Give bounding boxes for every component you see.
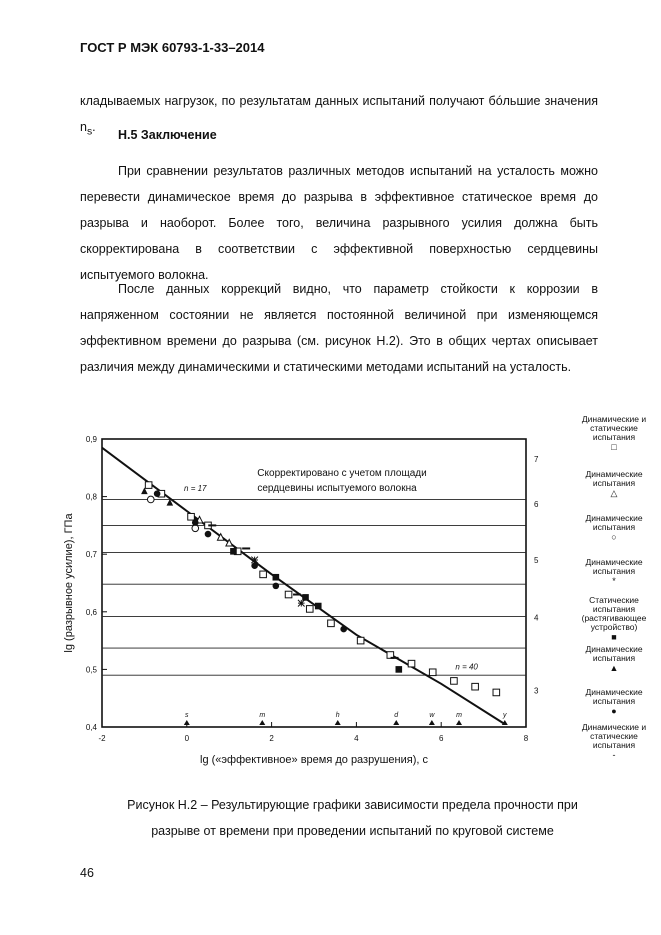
legend-label-1: Динамические испытания (585, 469, 643, 488)
point-s0-13 (451, 678, 458, 685)
legend-symbol-3: * (612, 576, 616, 586)
point-s0-6 (285, 591, 292, 598)
time-marker-label-0: s (185, 712, 189, 719)
right-tick-label-0: 3 (534, 686, 539, 696)
document-header: ГОСТ Р МЭК 60793-1-33–2014 (80, 40, 265, 55)
time-marker-triangle-3 (393, 720, 399, 725)
point-s6-2 (205, 531, 212, 538)
point-s0-7 (306, 606, 313, 613)
legend-label-4: Статические испытания (растягивающее устройство) (581, 595, 647, 632)
x-tick-label-0: -2 (98, 734, 106, 743)
right-tick-label-4: 7 (534, 455, 539, 465)
point-s0-0 (145, 482, 152, 489)
annotation-line-2: сердцевины испытуемого волокна (257, 483, 417, 494)
point-s0-9 (357, 637, 364, 644)
time-marker-triangle-1 (259, 720, 265, 725)
time-marker-label-4: w (429, 712, 435, 719)
y-tick-label-0: 0,4 (85, 723, 97, 732)
caption-line-1: Рисунок Н.2 – Результирующие графики зависимости предела прочности при (127, 798, 578, 812)
point-s6-3 (251, 562, 258, 569)
legend-item-7 (570, 723, 658, 760)
point-s4-3 (315, 603, 322, 610)
point-s2-0 (147, 496, 154, 503)
y-tick-label-3: 0,7 (85, 550, 97, 560)
point-s0-8 (328, 620, 335, 627)
point-s3-1 (298, 600, 305, 607)
paragraph-1: При сравнении результатов различных методов испытаний на усталость можно перевести динамическое время до разрыва в эффективное статическое время до разрыва и наоборот. Более того, величина разрывного усилия должна быть скорректирована в соответствии с эффективной поверхностью сердцевины испытуемого волокна. (80, 164, 598, 282)
legend-item-3 (570, 558, 658, 586)
legend-label-2: Динамические испытания (585, 513, 643, 532)
time-marker-label-5: m (456, 712, 462, 719)
point-s0-2 (188, 513, 195, 520)
y-tick-label-4: 0,8 (85, 492, 97, 502)
x-tick-label-1: 0 (184, 734, 190, 743)
point-s0-15 (493, 689, 500, 696)
legend-item-0 (570, 415, 658, 452)
legend-item-4 (570, 596, 658, 642)
legend-item-5 (570, 645, 658, 673)
right-tick-label-2: 5 (534, 555, 539, 565)
legend-symbol-4: ■ (611, 632, 617, 642)
legend-symbol-0: □ (611, 442, 617, 452)
point-s2-1 (192, 525, 199, 532)
legend-label-7: Динамические и статические испытания (581, 722, 647, 750)
time-marker-triangle-4 (429, 720, 435, 725)
point-s4-1 (273, 574, 280, 581)
point-s4-0 (230, 548, 237, 555)
paragraph-2: После данных коррекций видно, что параметр стойкости к коррозии в напряженном состоянии не является постоянной величиной при изменяющемся эффективном времени до разрыва (см. рисунок Н.2). Это в общих чертах описывает различия между динамическими и статическими методами испытаний на усталость. (80, 282, 598, 374)
time-marker-label-6: y (503, 712, 507, 719)
legend-symbol-6: ● (611, 706, 617, 716)
strength-time-chart (60, 425, 570, 780)
page-number: 46 (80, 866, 94, 880)
continuation-end: . (92, 120, 96, 134)
time-marker-triangle-0 (184, 720, 190, 725)
continuation-text: кладываемых нагрузок, по результатам данных испытаний получают бóльшие значения n (80, 94, 598, 134)
point-s4-4 (396, 666, 403, 673)
legend-label-3: Динамические испытания (585, 557, 643, 576)
n-label-40: n = 40 (455, 662, 478, 672)
legend-symbol-1: △ (610, 488, 618, 498)
continuation-subscript: s (86, 126, 93, 138)
legend-symbol-2: ○ (611, 532, 617, 542)
point-s6-4 (273, 583, 280, 590)
right-tick-label-3: 6 (534, 500, 539, 510)
point-s0-14 (472, 683, 479, 690)
x-axis-label: lg («эффективное» время до разрушения), c (200, 754, 428, 766)
annotation-line-1: Скорректировано с учетом площади (257, 468, 427, 479)
y-axis-label: lg (разрывное усилие), ГПа (63, 513, 75, 653)
right-tick-label-1: 4 (534, 613, 539, 623)
x-tick-label-4: 6 (438, 734, 444, 743)
x-tick-label-5: 8 (523, 734, 529, 743)
point-s6-1 (192, 519, 199, 526)
time-marker-triangle-5 (456, 720, 462, 725)
x-tick-label-3: 4 (354, 734, 359, 743)
point-s0-5 (260, 571, 267, 578)
time-marker-label-2: h (335, 712, 340, 719)
n-label-17: n = 17 (184, 483, 207, 493)
legend-symbol-7: - (612, 750, 616, 760)
legend-item-6 (570, 688, 658, 716)
time-marker-triangle-2 (335, 720, 341, 725)
point-s4-2 (302, 594, 309, 601)
y-tick-label-5: 0,9 (85, 435, 97, 444)
legend-symbol-5: ▲ (609, 663, 619, 673)
point-s6-5 (340, 626, 347, 633)
time-marker-label-1: m (259, 712, 266, 719)
x-tick-label-2: 2 (269, 734, 274, 743)
legend-label-5: Динамические испытания (585, 644, 643, 663)
legend-label-0: Динамические и статические испытания (581, 414, 647, 442)
caption-line-2: разрыве от времени при проведении испытаний по круговой системе (151, 824, 554, 838)
time-marker-label-3: d (394, 712, 399, 719)
point-s6-0 (154, 490, 161, 497)
point-s3-0 (251, 557, 258, 564)
y-tick-label-2: 0,6 (85, 607, 97, 617)
legend-item-2 (570, 514, 658, 542)
figure-caption (80, 792, 625, 844)
legend-item-1 (570, 470, 658, 498)
section-title: Н.5 Заключение (118, 128, 217, 142)
legend-label-6: Динамические испытания (585, 687, 643, 706)
y-tick-label-1: 0,5 (85, 665, 97, 675)
point-s0-12 (429, 669, 436, 676)
point-s0-11 (408, 660, 415, 667)
